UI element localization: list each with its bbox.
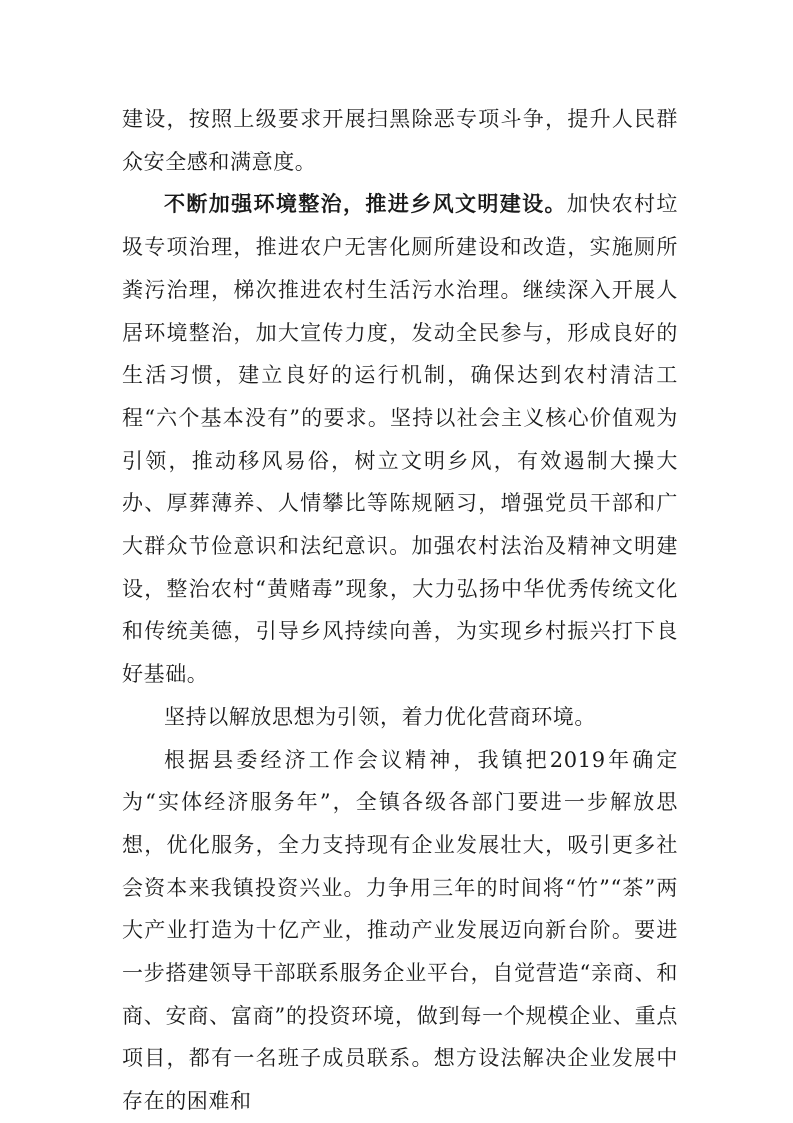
paragraph-text: 根据县委经济工作会议精神，我镇把2019年确定为“实体经济服务年”，全镇各级各部门要进一步解放思想，优化服务，全力支持现有企业发展壮大，吸引更多社会资本来我镇投资兴业。力争用三年的时间将“竹”“茶”两大产业打造为十亿产业，推动产业发展迈向新台阶。要进一步搭建领导干部联系服务企业平台，自觉营造“亲商、和商、安商、富商”的投资环境，做到每一个规模企业、重点项目，都有一名班子成员联系。想方设法解决企业发展中存在的困难和 (122, 747, 678, 1114)
paragraph-business (122, 739, 678, 1123)
paragraph-text: 加快农村垃圾专项治理，推进农户无害化厕所建设和改造，实施厕所粪污治理，梯次推进农村生活污水治理。继续深入开展人居环境整治，加大宣传力度，发动全民参与，形成良好的生活习惯，建立良好的运行机制，确保达到农村清洁工程“六个基本没有”的要求。坚持以社会主义核心价值观为引领，推动移风易俗，树立文明乡风，有效遏制大操大办、厚葬薄养、人情攀比等陈规陋习，增强党员干部和广大群众节俭意识和法纪意识。加强农村法治及精神文明建设，整治农村“黄赌毒”现象，大力弘扬中华优秀传统文化和传统美德，引导乡风持续向善，为实现乡村振兴打下良好基础。 (122, 192, 678, 687)
paragraph-text: 坚持以解放思想为引领，着力优化营商环境。 (164, 704, 596, 729)
paragraph-environment (122, 183, 678, 695)
document-body (122, 98, 678, 1123)
paragraph-section-title (122, 696, 678, 739)
paragraph-text: 建设，按照上级要求开展扫黑除恶专项斗争，提升人民群众安全感和满意度。 (122, 107, 678, 174)
paragraph-continuation (122, 98, 678, 183)
paragraph-heading: 不断加强环境整治，推进乡风文明建设。 (164, 192, 567, 217)
